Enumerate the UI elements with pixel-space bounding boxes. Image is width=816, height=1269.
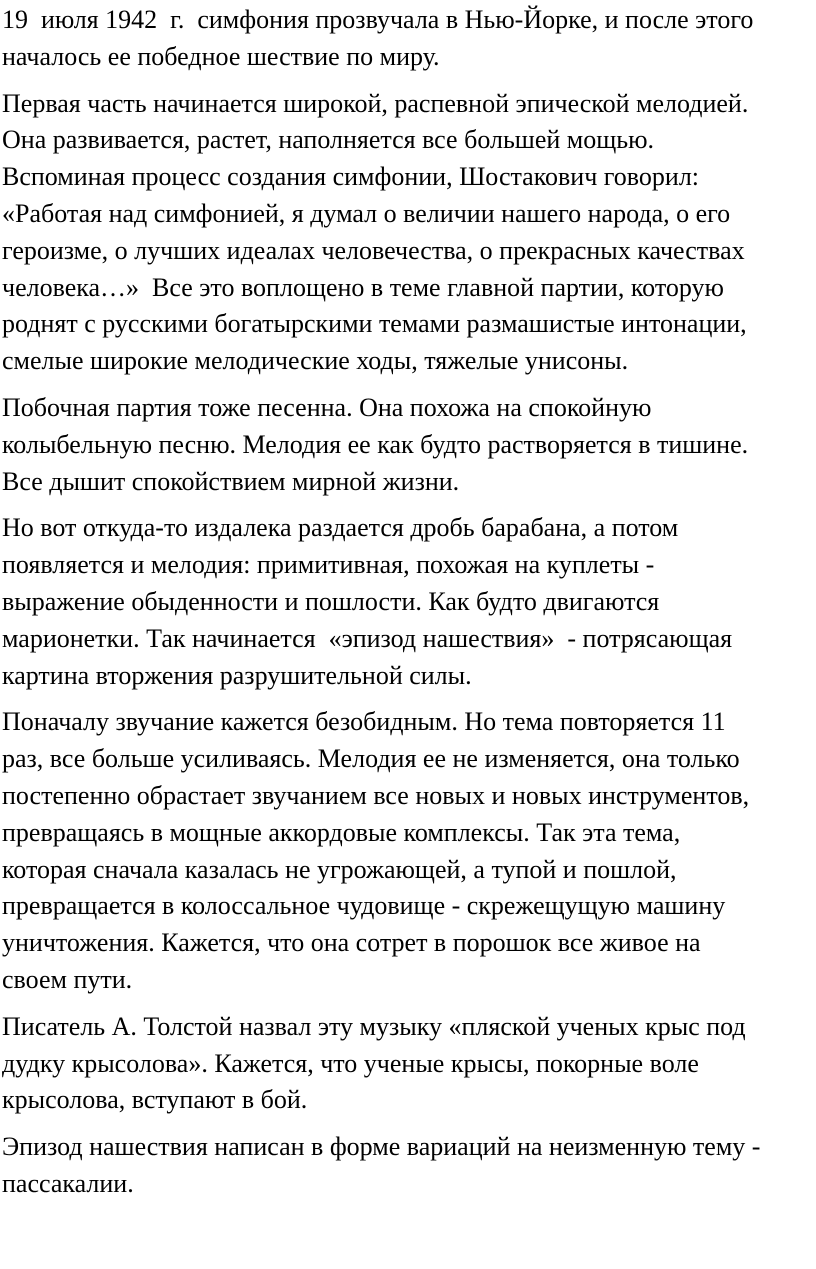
text-line: превращается в колоссальное чудовище - скрежещущую машину [2, 891, 726, 921]
paragraph-passacaglia [2, 1129, 816, 1203]
text-line: смелые широкие мелодические ходы, тяжелые унисоны. [2, 346, 629, 376]
text-line: дудку крысолова». Кажется, что ученые крысы, покорные воле [2, 1048, 699, 1078]
text-line: героизме, о лучших идеалах человечества, о прекрасных качествах [2, 235, 745, 265]
text-line: Поначалу звучание кажется безобидным. Но тема повторяется 11 [2, 707, 726, 737]
text-line: Первая часть начинается широкой, распевной эпической мелодией. [2, 88, 749, 118]
text-line: марионетки. Так начинается «эпизод нашествия» - потрясающая [2, 623, 733, 653]
text-line: пассакалии. [2, 1168, 134, 1198]
text-line: Писатель А. Толстой назвал эту музыку «пляской ученых крыс под [2, 1011, 746, 1041]
text-line: Вспоминая процесс создания симфонии, Шостакович говорил: [2, 162, 700, 192]
text-line: превращаясь в мощные аккордовые комплексы. Так эта тема, [2, 817, 681, 847]
text-line: Побочная партия тоже песенна. Она похожа на спокойную [2, 392, 652, 422]
text-line: крысолова, вступают в бой. [2, 1085, 308, 1115]
text-line: выражение обыденности и пошлости. Как будто двигаются [2, 586, 660, 616]
paragraph-tolstoy-quote [2, 1009, 816, 1119]
text-line: 19 июля 1942 г. симфония прозвучала в Нью-Йорке, и после этого [2, 5, 754, 34]
text-line: Она развивается, растет, наполняется все большей мощью. [2, 125, 655, 155]
text-line: уничтожения. Кажется, что она сотрет в порошок все живое на [2, 928, 701, 958]
text-line: роднят с русскими богатырскими темами размашистые интонации, [2, 309, 747, 339]
paragraph-theme-growth [2, 704, 816, 998]
text-line: появляется и мелодия: примитивная, похожая на куплеты - [2, 550, 655, 580]
text-line: Эпизод нашествия написан в форме вариаций на неизменную тему - [2, 1132, 761, 1162]
text-line: Но вот откуда-то издалека раздается дробь барабана, а потом [2, 513, 679, 543]
text-line: Все дышит спокойствием мирной жизни. [2, 466, 460, 496]
text-line: постепенно обрастает звучанием все новых и новых инструментов, [2, 780, 750, 810]
text-line: картина вторжения разрушительной силы. [2, 660, 472, 690]
text-line: раз, все больше усиливаясь. Мелодия ее не изменяется, она только [2, 744, 740, 774]
paragraph-premiere [2, 2, 816, 76]
paragraph-secondary-theme [2, 390, 816, 500]
paragraph-invasion-episode [2, 510, 816, 694]
text-line: которая сначала казалась не угрожающей, а тупой и пошлой, [2, 854, 677, 884]
text-line: своем пути. [2, 964, 133, 994]
paragraph-first-movement [2, 86, 816, 380]
text-line: колыбельную песню. Мелодия ее как будто растворяется в тишине. [2, 429, 749, 459]
text-line: человека…» Все это воплощено в теме главной партии, которую [2, 272, 724, 302]
text-line: «Работая над симфонией, я думал о величии нашего народа, о его [2, 198, 731, 228]
text-line: началось ее победное шествие по миру. [2, 41, 440, 71]
